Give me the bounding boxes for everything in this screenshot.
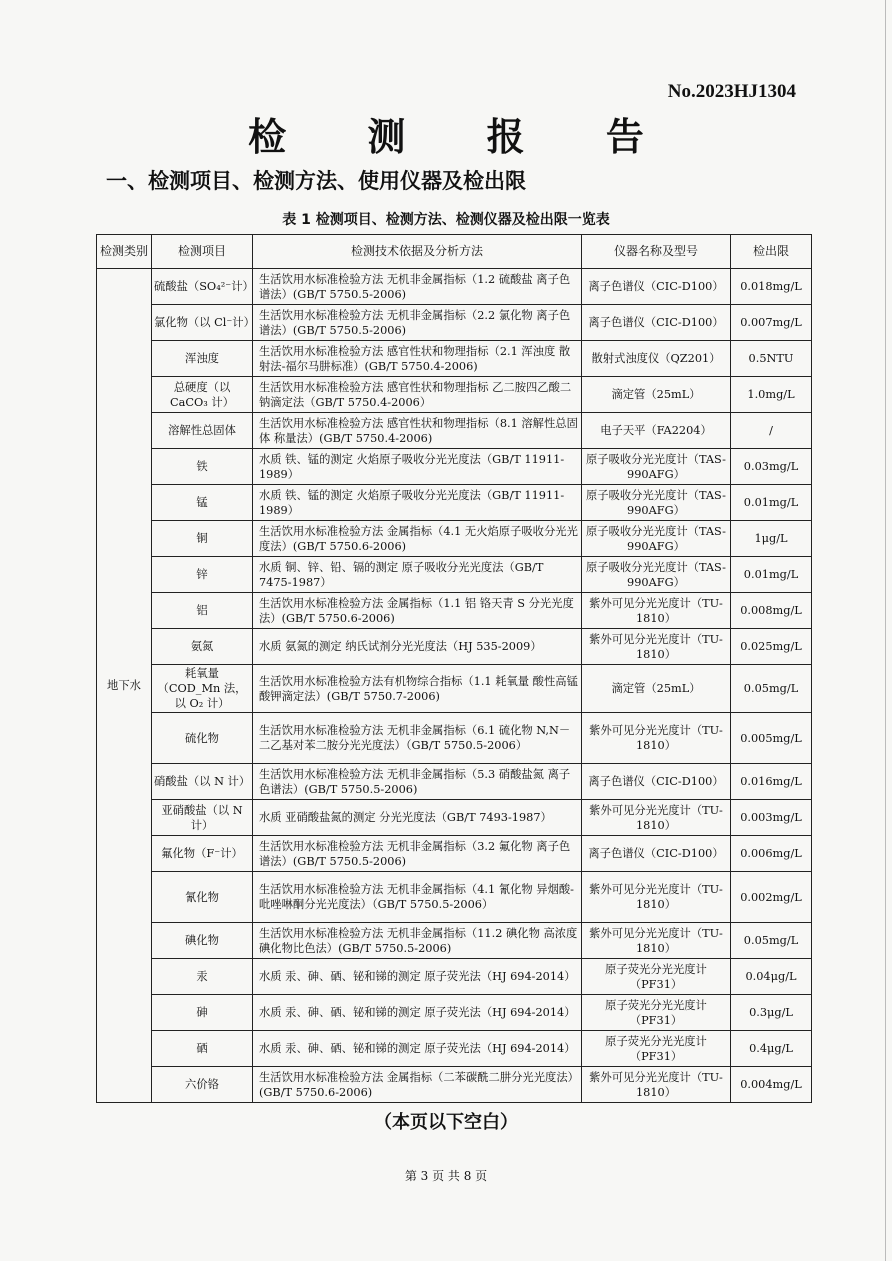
- instrument-cell: 紫外可见分光光度计（TU-1810）: [582, 800, 731, 836]
- instrument-cell: 原子荧光分光光度计（PF31）: [582, 1031, 731, 1067]
- limit-cell: 0.018mg/L: [731, 269, 812, 305]
- item-cell: 溶解性总固体: [152, 413, 253, 449]
- header-method: 检测技术依据及分析方法: [253, 235, 582, 269]
- table-row: [97, 413, 812, 449]
- instrument-cell: 紫外可见分光光度计（TU-1810）: [582, 872, 731, 923]
- limit-cell: 0.016mg/L: [731, 764, 812, 800]
- table-row: [97, 995, 812, 1031]
- item-cell: 铜: [152, 521, 253, 557]
- limit-cell: 0.05mg/L: [731, 665, 812, 713]
- table-row: [97, 872, 812, 923]
- method-cell: 生活饮用水标准检验方法 感官性状和物理指标 乙二胺四乙酸二钠滴定法（GB/T 5750.4-2006）: [253, 377, 582, 413]
- method-cell: 生活饮用水标准检验方法 感官性状和物理指标（8.1 溶解性总固体 称量法）(GB/T 5750.4-2006): [253, 413, 582, 449]
- instrument-cell: 原子吸收分光光度计（TAS-990AFG）: [582, 449, 731, 485]
- item-cell: 汞: [152, 959, 253, 995]
- item-cell: 亚硝酸盐（以 N 计）: [152, 800, 253, 836]
- page-title: 检 测 报 告: [248, 115, 678, 159]
- table-row: [97, 377, 812, 413]
- instrument-cell: 紫外可见分光光度计（TU-1810）: [582, 1067, 731, 1103]
- instrument-cell: 滴定管（25mL）: [582, 665, 731, 713]
- page-number: 第 3 页 共 8 页: [404, 1169, 488, 1183]
- method-cell: 水质 汞、砷、硒、铋和锑的测定 原子荧光法（HJ 694-2014）: [253, 1031, 582, 1067]
- limit-cell: 0.025mg/L: [731, 629, 812, 665]
- limit-cell: 0.01mg/L: [731, 485, 812, 521]
- item-cell: 耗氧量（COD_Mn 法，以 O₂ 计）: [152, 665, 253, 713]
- item-cell: 铁: [152, 449, 253, 485]
- instrument-cell: 离子色谱仪（CIC-D100）: [582, 305, 731, 341]
- limit-cell: 0.002mg/L: [731, 872, 812, 923]
- item-cell: 铝: [152, 593, 253, 629]
- method-cell: 水质 氨氮的测定 纳氏试剂分光光度法（HJ 535-2009）: [253, 629, 582, 665]
- table-row: [97, 1067, 812, 1103]
- instrument-cell: 离子色谱仪（CIC-D100）: [582, 836, 731, 872]
- limit-cell: 0.005mg/L: [731, 713, 812, 764]
- header-category: 检测类别: [97, 235, 152, 269]
- table-row: [97, 629, 812, 665]
- method-cell: 水质 铁、锰的测定 火焰原子吸收分光光度法（GB/T 11911-1989）: [253, 485, 582, 521]
- item-cell: 硫酸盐（SO₄²⁻计）: [152, 269, 253, 305]
- category-cell: 地下水: [97, 269, 152, 1103]
- item-cell: 氨氮: [152, 629, 253, 665]
- table-header-row: [97, 235, 812, 269]
- method-cell: 水质 汞、砷、硒、铋和锑的测定 原子荧光法（HJ 694-2014）: [253, 959, 582, 995]
- instrument-cell: 电子天平（FA2204）: [582, 413, 731, 449]
- method-cell: 生活饮用水标准检验方法 无机非金属指标（2.2 氯化物 离子色谱法）(GB/T 5750.5-2006): [253, 305, 582, 341]
- item-cell: 硝酸盐（以 N 计）: [152, 764, 253, 800]
- table-row: [97, 521, 812, 557]
- instrument-cell: 离子色谱仪（CIC-D100）: [582, 764, 731, 800]
- limit-cell: /: [731, 413, 812, 449]
- header-instrument: 仪器名称及型号: [582, 235, 731, 269]
- method-cell: 生活饮用水标准检验方法 金属指标（4.1 无火焰原子吸收分光光度法）(GB/T 5750.6-2006): [253, 521, 582, 557]
- header-limit: 检出限: [731, 235, 812, 269]
- header-item: 检测项目: [152, 235, 253, 269]
- report-number: No.2023HJ1304: [667, 81, 796, 102]
- item-cell: 氯化物（以 Cl⁻计）: [152, 305, 253, 341]
- limit-cell: 0.01mg/L: [731, 557, 812, 593]
- table-row: [97, 485, 812, 521]
- table-row: [97, 449, 812, 485]
- instrument-cell: 原子吸收分光光度计（TAS-990AFG）: [582, 521, 731, 557]
- table-row: [97, 269, 812, 305]
- item-cell: 六价铬: [152, 1067, 253, 1103]
- table-row: [97, 800, 812, 836]
- limit-cell: 1μg/L: [731, 521, 812, 557]
- item-cell: 锰: [152, 485, 253, 521]
- limit-cell: 0.3μg/L: [731, 995, 812, 1031]
- instrument-cell: 滴定管（25mL）: [582, 377, 731, 413]
- item-cell: 硫化物: [152, 713, 253, 764]
- instrument-cell: 离子色谱仪（CIC-D100）: [582, 269, 731, 305]
- method-cell: 生活饮用水标准检验方法 无机非金属指标（1.2 硫酸盐 离子色谱法）(GB/T 5750.5-2006): [253, 269, 582, 305]
- table-row: [97, 305, 812, 341]
- item-cell: 锌: [152, 557, 253, 593]
- table-row: [97, 959, 812, 995]
- detection-table: [96, 234, 812, 1103]
- instrument-cell: 紫外可见分光光度计（TU-1810）: [582, 593, 731, 629]
- table-row: [97, 341, 812, 377]
- instrument-cell: 原子荧光分光光度计（PF31）: [582, 959, 731, 995]
- limit-cell: 0.003mg/L: [731, 800, 812, 836]
- method-cell: 生活饮用水标准检验方法 无机非金属指标（3.2 氟化物 离子色谱法）(GB/T 5750.5-2006): [253, 836, 582, 872]
- item-cell: 氟化物（F⁻计）: [152, 836, 253, 872]
- table-row: [97, 665, 812, 713]
- instrument-cell: 散射式浊度仪（QZ201）: [582, 341, 731, 377]
- instrument-cell: 紫外可见分光光度计（TU-1810）: [582, 629, 731, 665]
- method-cell: 生活饮用水标准检验方法 无机非金属指标（5.3 硝酸盐氮 离子色谱法）(GB/T 5750.5-2006): [253, 764, 582, 800]
- limit-cell: 1.0mg/L: [731, 377, 812, 413]
- limit-cell: 0.5NTU: [731, 341, 812, 377]
- blank-note: （本页以下空白）: [374, 1112, 518, 1133]
- limit-cell: 0.004mg/L: [731, 1067, 812, 1103]
- method-cell: 生活饮用水标准检验方法 金属指标（二苯碳酰二肼分光光度法）(GB/T 5750.6-2006): [253, 1067, 582, 1103]
- limit-cell: 0.03mg/L: [731, 449, 812, 485]
- method-cell: 水质 铁、锰的测定 火焰原子吸收分光光度法（GB/T 11911-1989）: [253, 449, 582, 485]
- limit-cell: 0.008mg/L: [731, 593, 812, 629]
- method-cell: 生活饮用水标准检验方法 无机非金属指标（4.1 氰化物 异烟酸-吡唑啉酮分光光度法）（GB/T 5750.5-2006）: [253, 872, 582, 923]
- instrument-cell: 原子荧光分光光度计（PF31）: [582, 995, 731, 1031]
- table-row: [97, 923, 812, 959]
- table-body: [97, 269, 812, 1103]
- instrument-cell: 原子吸收分光光度计（TAS-990AFG）: [582, 485, 731, 521]
- method-cell: 生活饮用水标准检验方法 无机非金属指标（11.2 碘化物 高浓度碘化物比色法）(GB/T 5750.5-2006): [253, 923, 582, 959]
- table-row: [97, 593, 812, 629]
- limit-cell: 0.006mg/L: [731, 836, 812, 872]
- table-caption: 表 1 检测项目、检测方法、检测仪器及检出限一览表: [282, 212, 610, 228]
- table-row: [97, 1031, 812, 1067]
- section-heading: 一、检测项目、检测方法、使用仪器及检出限: [106, 169, 526, 193]
- limit-cell: 0.04μg/L: [731, 959, 812, 995]
- instrument-cell: 原子吸收分光光度计（TAS-990AFG）: [582, 557, 731, 593]
- table-row: [97, 764, 812, 800]
- limit-cell: 0.007mg/L: [731, 305, 812, 341]
- method-cell: 生活饮用水标准检验方法有机物综合指标（1.1 耗氧量 酸性高锰酸钾滴定法）(GB/T 5750.7-2006): [253, 665, 582, 713]
- method-cell: 水质 汞、砷、硒、铋和锑的测定 原子荧光法（HJ 694-2014）: [253, 995, 582, 1031]
- item-cell: 总硬度（以 CaCO₃ 计）: [152, 377, 253, 413]
- item-cell: 砷: [152, 995, 253, 1031]
- limit-cell: 0.4μg/L: [731, 1031, 812, 1067]
- table-row: [97, 836, 812, 872]
- instrument-cell: 紫外可见分光光度计（TU-1810）: [582, 923, 731, 959]
- page-edge-line: [885, 0, 886, 1261]
- table-row: [97, 713, 812, 764]
- method-cell: 生活饮用水标准检验方法 感官性状和物理指标（2.1 浑浊度 散射法-福尔马肼标准）(GB/T 5750.4-2006): [253, 341, 582, 377]
- limit-cell: 0.05mg/L: [731, 923, 812, 959]
- item-cell: 碘化物: [152, 923, 253, 959]
- item-cell: 氰化物: [152, 872, 253, 923]
- instrument-cell: 紫外可见分光光度计（TU-1810）: [582, 713, 731, 764]
- table-row: [97, 557, 812, 593]
- item-cell: 浑浊度: [152, 341, 253, 377]
- method-cell: 水质 亚硝酸盐氮的测定 分光光度法（GB/T 7493-1987）: [253, 800, 582, 836]
- item-cell: 硒: [152, 1031, 253, 1067]
- method-cell: 生活饮用水标准检验方法 金属指标（1.1 铝 铬天青 S 分光光度法）(GB/T 5750.6-2006): [253, 593, 582, 629]
- method-cell: 水质 铜、锌、铅、镉的测定 原子吸收分光光度法（GB/T 7475-1987）: [253, 557, 582, 593]
- method-cell: 生活饮用水标准检验方法 无机非金属指标（6.1 硫化物 N,N－二乙基对苯二胺分光光度法）（GB/T 5750.5-2006）: [253, 713, 582, 764]
